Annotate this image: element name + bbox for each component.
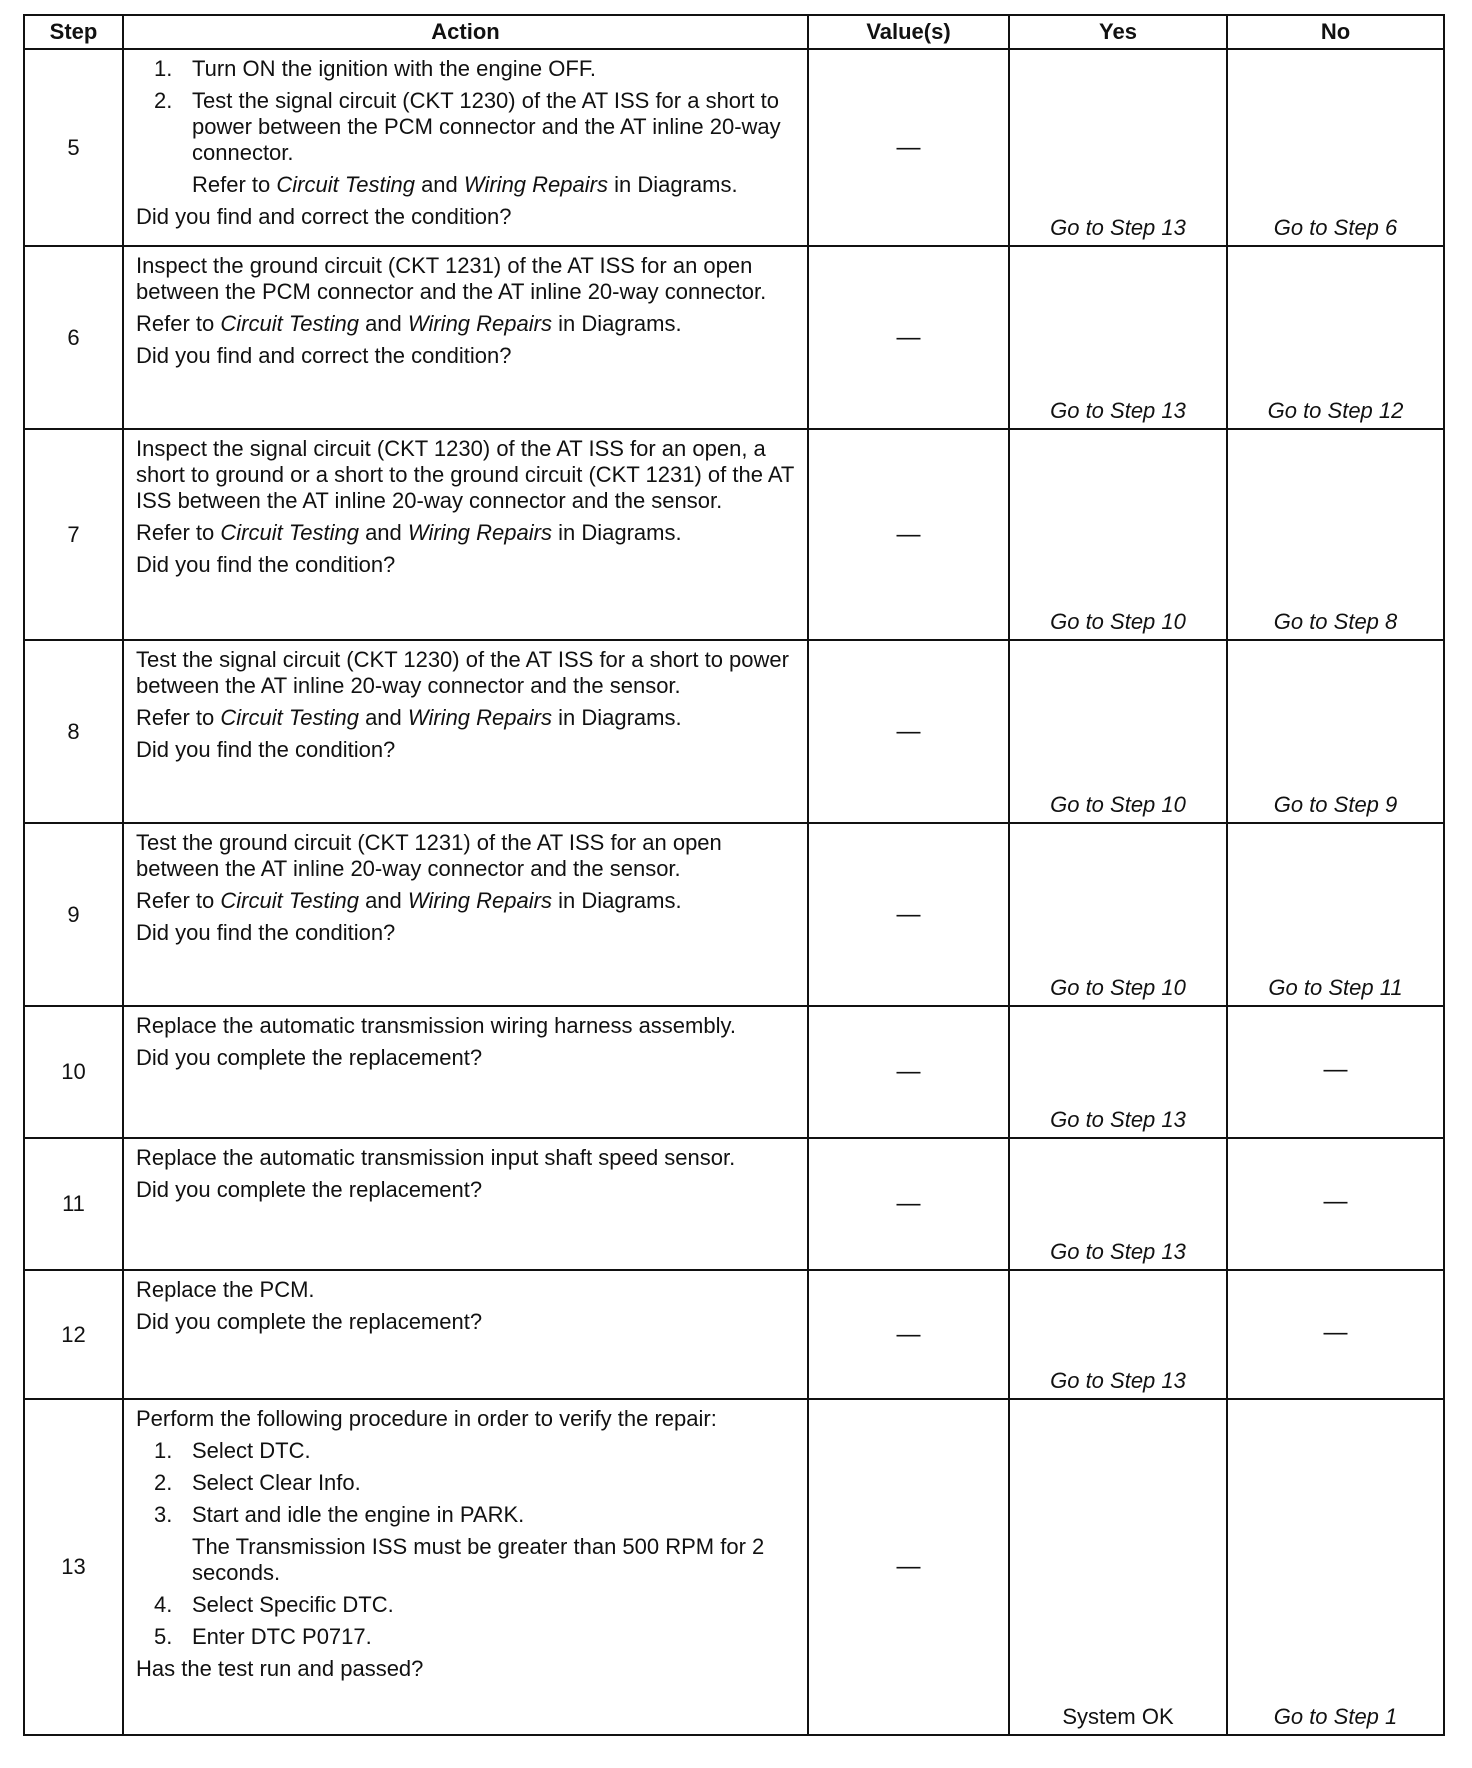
no-cell: —: [1227, 1138, 1444, 1270]
table-row: [24, 49, 1444, 246]
value-cell: —: [808, 1006, 1009, 1138]
yes-cell: Go to Step 10: [1009, 640, 1227, 823]
yes-cell: Go to Step 13: [1009, 49, 1227, 246]
list-item: 1. Select DTC.: [154, 1438, 311, 1463]
yes-cell: Go to Step 13: [1009, 246, 1227, 429]
action-text: Replace the automatic transmission input shaft speed sensor.: [136, 1145, 736, 1170]
no-cell: —: [1227, 1270, 1444, 1399]
step-number: 13: [24, 1399, 123, 1735]
table-row: [24, 1270, 1444, 1399]
yes-cell: Go to Step 10: [1009, 429, 1227, 640]
action-text: Perform the following procedure in order to verify the repair:: [136, 1406, 717, 1431]
note-text: The Transmission ISS must be greater than 500 RPM for 2 seconds.: [192, 1534, 765, 1585]
question: Did you complete the replacement?: [136, 1177, 483, 1202]
action-text: Inspect the signal circuit (CKT 1230) of the AT ISS for an open, a short to ground or a short to the ground circuit (CKT 1231) of the AT ISS between the AT inline 20-way connector and the sensor.: [136, 436, 794, 513]
value-cell: —: [808, 1399, 1009, 1735]
refer-text: Refer to Circuit Testing and Wiring Repairs in Diagrams.: [136, 311, 682, 336]
yes-cell: Go to Step 13: [1009, 1006, 1227, 1138]
value-cell: —: [808, 429, 1009, 640]
step-number: 11: [24, 1138, 123, 1270]
action-cell: [123, 1138, 808, 1270]
refer-text: Refer to Circuit Testing and Wiring Repairs in Diagrams.: [136, 705, 682, 730]
refer-text: Refer to Circuit Testing and Wiring Repairs in Diagrams.: [136, 520, 682, 545]
question: Did you find the condition?: [136, 920, 396, 945]
table-row: [24, 1399, 1444, 1735]
value-cell: —: [808, 246, 1009, 429]
action-cell: [123, 429, 808, 640]
step-number: 12: [24, 1270, 123, 1399]
list-item: 4. Select Specific DTC.: [154, 1592, 394, 1617]
yes-cell: Go to Step 10: [1009, 823, 1227, 1006]
question: Did you find the condition?: [136, 737, 396, 762]
action-text: Test the ground circuit (CKT 1231) of the AT ISS for an open between the AT inline 20-way connector and the sensor.: [136, 830, 722, 881]
value-cell: —: [808, 1270, 1009, 1399]
question: Did you find and correct the condition?: [136, 343, 512, 368]
list-item: 2. Select Clear Info.: [154, 1470, 361, 1495]
no-cell: Go to Step 12: [1227, 246, 1444, 429]
action-cell: [123, 246, 808, 429]
table-row: [24, 640, 1444, 823]
table-row: [24, 823, 1444, 1006]
action-text: Replace the PCM.: [136, 1277, 315, 1302]
question: Did you find and correct the condition?: [136, 204, 512, 229]
table-row: [24, 429, 1444, 640]
question: Did you complete the replacement?: [136, 1309, 483, 1334]
header-no: No: [1227, 15, 1444, 49]
header-step: Step: [24, 15, 123, 49]
action-text: Replace the automatic transmission wiring harness assembly.: [136, 1013, 736, 1038]
no-cell: Go to Step 8: [1227, 429, 1444, 640]
action-cell: [123, 1006, 808, 1138]
action-cell: [123, 640, 808, 823]
question: Did you complete the replacement?: [136, 1045, 483, 1070]
value-cell: —: [808, 640, 1009, 823]
yes-cell: Go to Step 13: [1009, 1270, 1227, 1399]
list-item: 5. Enter DTC P0717.: [154, 1624, 372, 1649]
value-cell: —: [808, 1138, 1009, 1270]
action-cell: [123, 823, 808, 1006]
action-cell: [123, 1270, 808, 1399]
step-number: 8: [24, 640, 123, 823]
list-item: 3. Start and idle the engine in PARK.: [154, 1502, 525, 1527]
action-cell: [123, 1399, 808, 1735]
question: Did you find the condition?: [136, 552, 396, 577]
no-cell: Go to Step 6: [1227, 49, 1444, 246]
action-text: Inspect the ground circuit (CKT 1231) of the AT ISS for an open between the PCM connector and the AT inline 20-way connector.: [136, 253, 767, 304]
no-cell: Go to Step 11: [1227, 823, 1444, 1006]
step-number: 6: [24, 246, 123, 429]
refer-text: Refer to Circuit Testing and Wiring Repairs in Diagrams.: [136, 888, 682, 913]
step-number: 5: [24, 49, 123, 246]
yes-cell: System OK: [1009, 1399, 1227, 1735]
no-cell: —: [1227, 1006, 1444, 1138]
step-number: 7: [24, 429, 123, 640]
refer-text: Refer to Circuit Testing and Wiring Repairs in Diagrams.: [192, 172, 738, 197]
step-number: 10: [24, 1006, 123, 1138]
value-cell: —: [808, 49, 1009, 246]
header-values: Value(s): [808, 15, 1009, 49]
list-item: 2. Test the signal circuit (CKT 1230) of the AT ISS for a short to power between the PCM connector and the AT inline 20-way connector.: [154, 88, 781, 165]
no-cell: Go to Step 1: [1227, 1399, 1444, 1735]
list-item: 1. Turn ON the ignition with the engine OFF.: [154, 56, 596, 81]
step-number: 9: [24, 823, 123, 1006]
action-cell: [123, 49, 808, 246]
diagnostic-table: [23, 14, 1445, 1736]
yes-cell: Go to Step 13: [1009, 1138, 1227, 1270]
no-cell: Go to Step 9: [1227, 640, 1444, 823]
table-row: [24, 1006, 1444, 1138]
value-cell: —: [808, 823, 1009, 1006]
header-yes: Yes: [1009, 15, 1227, 49]
header-row: [24, 15, 1444, 49]
header-action: Action: [123, 15, 808, 49]
table-row: [24, 246, 1444, 429]
action-text: Test the signal circuit (CKT 1230) of the AT ISS for a short to power between the AT inline 20-way connector and the sensor.: [136, 647, 789, 698]
question: Has the test run and passed?: [136, 1656, 424, 1681]
table-row: [24, 1138, 1444, 1270]
